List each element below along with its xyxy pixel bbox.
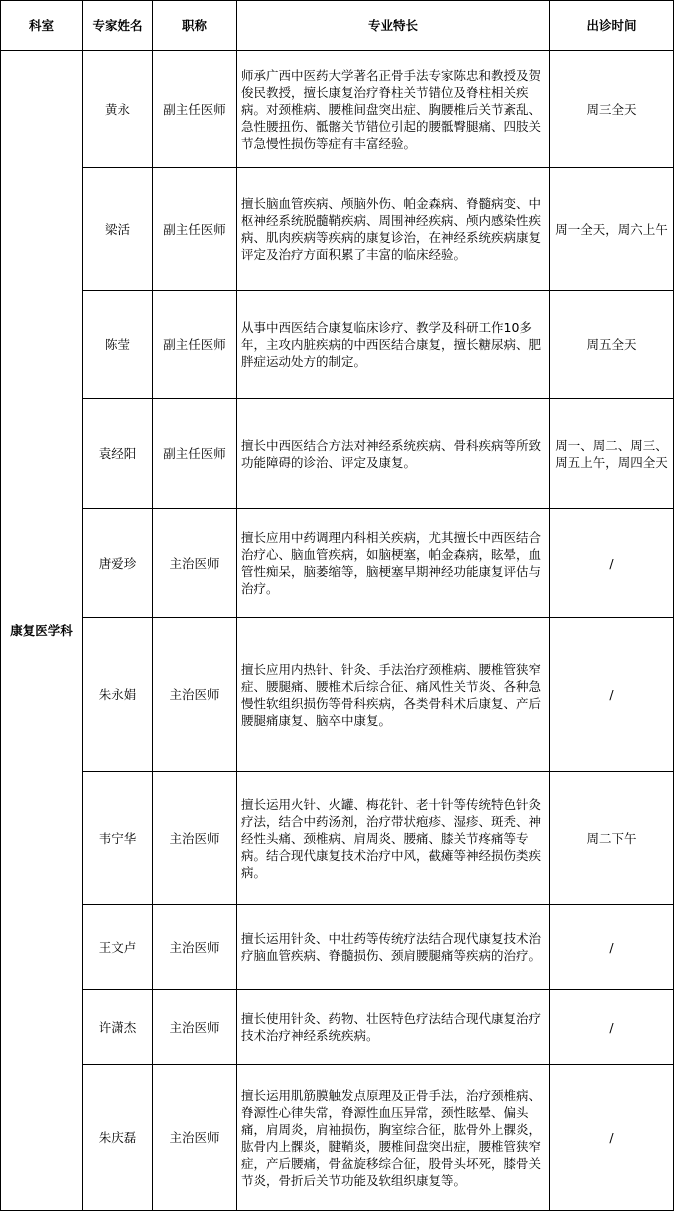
doctor-schedule: 周五全天 (550, 291, 674, 399)
doctor-name: 韦宁华 (83, 772, 153, 905)
header-name: 专家姓名 (83, 1, 153, 51)
doctor-title: 主治医师 (153, 772, 237, 905)
doctor-schedule: / (550, 1065, 674, 1211)
doctor-schedule: 周一、周二、周三、周五上午，周四全天 (550, 399, 674, 509)
doctor-name: 朱庆磊 (83, 1065, 153, 1211)
doctor-schedule: / (550, 618, 674, 772)
doctor-title: 副主任医师 (153, 291, 237, 399)
table-row (1, 1065, 674, 1211)
doctor-schedule: 周一全天，周六上午 (550, 168, 674, 291)
header-schedule: 出诊时间 (550, 1, 674, 51)
doctor-specialty: 擅长运用针灸、中壮药等传统疗法结合现代康复技术治疗脑血管疾病、脊髓损伤、颈肩腰腿痛等疾病的治疗。 (237, 905, 550, 990)
doctor-schedule: / (550, 905, 674, 990)
table-row (1, 291, 674, 399)
doctor-name: 梁活 (83, 168, 153, 291)
doctor-name: 陈莹 (83, 291, 153, 399)
doctor-title: 副主任医师 (153, 168, 237, 291)
doctor-name: 朱永娟 (83, 618, 153, 772)
header-dept: 科室 (1, 1, 83, 51)
doctor-name: 袁经阳 (83, 399, 153, 509)
doctor-specialty: 擅长运用肌筋膜触发点原理及正骨手法，治疗颈椎病、脊源性心律失常，脊源性血压异常，颈性眩晕、偏头痛，肩周炎，肩袖损伤，胸室综合征，肱骨外上髁炎，肱骨内上髁炎，腱鞘炎，腰椎间盘突出症，腰椎管狭窄症，产后腰痛，骨盆旋移综合征，股骨头坏死，膝骨关节炎，骨折后关节功能及软组织康复等。 (237, 1065, 550, 1211)
doctor-specialty: 擅长脑血管疾病、颅脑外伤、帕金森病、脊髓病变、中枢神经系统脱髓鞘疾病、周围神经疾病、颅内感染性疾病、肌肉疾病等疾病的康复诊治，在神经系统疾病康复评定及治疗方面积累了丰富的临床经验。 (237, 168, 550, 291)
doctor-specialty: 擅长应用中药调理内科相关疾病，尤其擅长中西医结合治疗心、脑血管疾病，如脑梗塞，帕金森病，眩晕，血管性痴呆，脑萎缩等，脑梗塞早期神经功能康复评估与治疗。 (237, 509, 550, 618)
doctor-title: 主治医师 (153, 509, 237, 618)
header-specialty: 专业特长 (237, 1, 550, 51)
table-row (1, 990, 674, 1065)
doctor-title: 主治医师 (153, 1065, 237, 1211)
doctor-name: 许潇杰 (83, 990, 153, 1065)
doctor-name: 黄永 (83, 51, 153, 168)
doctor-specialty: 擅长使用针灸、药物、壮医特色疗法结合现代康复治疗技术治疗神经系统疾病。 (237, 990, 550, 1065)
doctor-schedule: / (550, 509, 674, 618)
doctor-specialty: 擅长应用内热针、针灸、手法治疗颈椎病、腰椎管狭窄症、腰腿痛、腰椎术后综合征、痛风性关节炎、各种急慢性软组织损伤等骨科疾病，各类骨科术后康复、产后腰腿痛康复、脑卒中康复。 (237, 618, 550, 772)
doctor-specialty: 从事中西医结合康复临床诊疗、教学及科研工作10多年，主攻内脏疾病的中西医结合康复，擅长糖尿病、肥胖症运动处方的制定。 (237, 291, 550, 399)
doctor-name: 唐爱珍 (83, 509, 153, 618)
doctor-schedule: 周二下午 (550, 772, 674, 905)
table-row (1, 772, 674, 905)
table-row (1, 618, 674, 772)
header-row (1, 1, 674, 51)
table-row (1, 168, 674, 291)
doctor-title: 主治医师 (153, 618, 237, 772)
department-cell: 康复医学科 (1, 51, 83, 1211)
doctor-schedule: / (550, 990, 674, 1065)
table-row (1, 399, 674, 509)
doctor-title: 副主任医师 (153, 51, 237, 168)
table-row (1, 509, 674, 618)
header-title: 职称 (153, 1, 237, 51)
table-row (1, 51, 674, 168)
doctor-specialty: 师承广西中医药大学著名正骨手法专家陈忠和教授及贺俊民教授，擅长康复治疗脊柱关节错位及脊柱相关疾病。对颈椎病、腰椎间盘突出症、胸腰椎后关节紊乱、急性腰扭伤、骶髂关节错位引起的腰骶臀腿痛、四肢关节急慢性损伤等症有丰富经验。 (237, 51, 550, 168)
doctor-title: 副主任医师 (153, 399, 237, 509)
doctor-schedule: 周三全天 (550, 51, 674, 168)
doctor-specialty: 擅长运用火针、火罐、梅花针、老十针等传统特色针灸疗法，结合中药汤剂，治疗带状疱疹、湿疹、斑秃、神经性头痛、颈椎病、肩周炎、腰痛、膝关节疼痛等专病。结合现代康复技术治疗中风，截瘫等神经损伤类疾病。 (237, 772, 550, 905)
table-row (1, 905, 674, 990)
doctor-specialty: 擅长中西医结合方法对神经系统疾病、骨科疾病等所致功能障碍的诊治、评定及康复。 (237, 399, 550, 509)
doctor-title: 主治医师 (153, 905, 237, 990)
doctor-title: 主治医师 (153, 990, 237, 1065)
doctor-name: 王文卢 (83, 905, 153, 990)
